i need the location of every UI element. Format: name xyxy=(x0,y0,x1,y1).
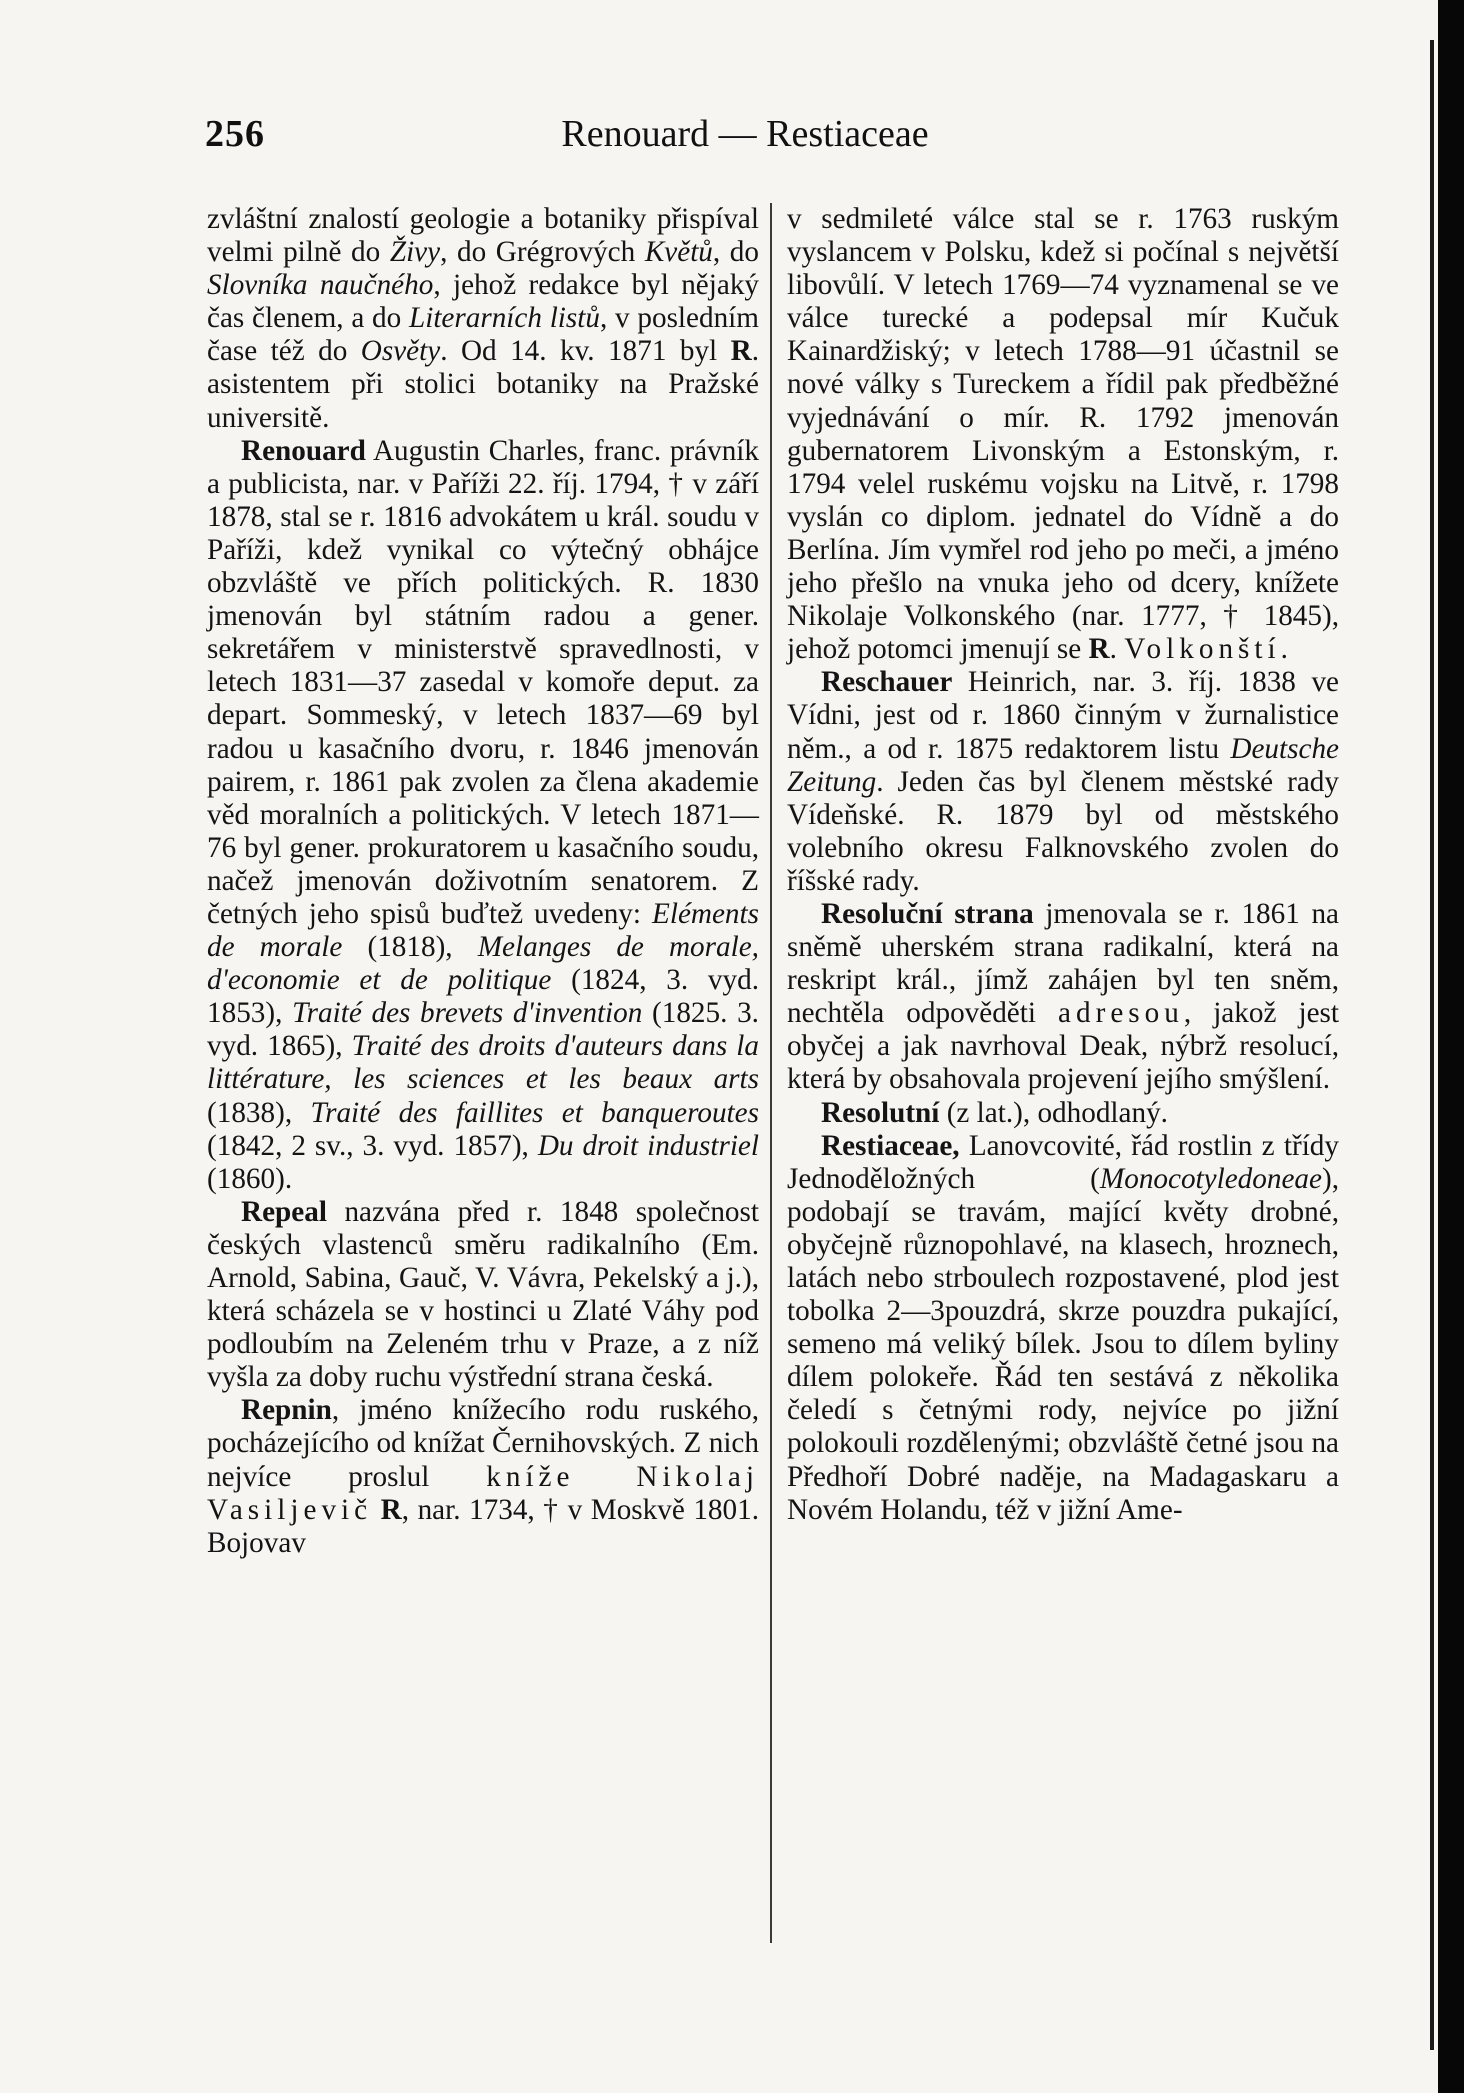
running-head: Renouard — Restiaceae xyxy=(561,113,929,155)
left-column xyxy=(207,203,759,1560)
entry-restiaceae: Restiaceae, Lanovcovité, řád rostlin z třídy Jednoděložných (Monocotyledoneae), podobají se travám, mající květy drobné, obyčejně různopohlavé, na klasech, hroznech, latách nebo strboulech rozpostavené, plod jest tobolka 2—3pouzdrá, skrze pouzdra pukající, semeno má veliký bílek. Jsou to dílem byliny dílem polokeře. Řád ten sestává z několika čeledí s četnými rody, nejvíce po jižní polokouli rozdělenými; obzvláště četné jsou na Předhoří Dobré naděje, na Madagaskaru a Novém Holandu, též v jižní Ame- xyxy=(787,1129,1339,1526)
headword: Renouard xyxy=(241,434,366,467)
headword: Repeal xyxy=(241,1195,327,1228)
headword: Resolutní xyxy=(821,1096,940,1129)
scan-border xyxy=(1438,0,1464,2093)
entry-continuation: zvláštní znalostí geologie a botaniky přispíval velmi pilně do Živy, do Grégrových Květů, do Slovníka naučného, jehož redakce byl nějaký čas členem, a do Literarních listů, v posledním čase též do Osvěty. Od 14. kv. 1871 byl R. asistentem při stolici botaniky na Pražské universitě. xyxy=(207,203,760,434)
right-column xyxy=(787,203,1339,1527)
headword: Repnin xyxy=(241,1394,332,1427)
page-edge-shadow xyxy=(1430,40,1434,2050)
entry-resolutni: Resolutní (z lat.), odhodlaný. xyxy=(821,1096,1168,1129)
headword: Reschauer xyxy=(821,666,953,699)
entry-resolucni-strana: Resoluční strana jmenovala se r. 1861 na sněmě uherském strana radikalní, která na reskript král., jímž zahájen byl ten sněm, nechtěla odpověděti adresou, jakož jest obyčej a jak navrhoval Deak, nýbrž resolucí, která by obsahovala projevení jejího smýšlení. xyxy=(787,897,1339,1096)
page-number: 256 xyxy=(205,113,265,155)
entry-repeal: Repeal nazvána před r. 1848 společnost českých vlastenců směru radikalního (Em. Arnold, Sabina, Gauč, V. Vávra, Pekelský a j.), která scházela se v hostinci u Zlaté Váhy pod podloubím na Zeleném trhu v Praze, a z níž vyšla za doby ruchu výstřední strana česká. xyxy=(207,1195,759,1394)
page-header xyxy=(205,112,1285,172)
entry-continuation: v sedmileté válce stal se r. 1763 ruským vyslancem v Polsku, kdež si počínal s největší libovůlí. V letech 1769—74 vyznamenal se ve válce turecké a podepsal mír Kučuk Kainardžiský; v letech 1788—91 účastnil se nové války s Tureckem a řídil pak předběžné vyjednávání o mír. R. 1792 jmenován gubernatorem Livonským a Estonským, r. 1794 velel ruskému vojsku na Litvě, r. 1798 vyslán co diplom. jednatel do Vídně a do Berlína. Jím vymřel rod jeho po meči, a jméno jeho přešlo na vnuka jeho od dcery, knížete Nikolaje Volkonského (nar. 1777, † 1845), jehož potomci jmenují se R. Volkonští. xyxy=(787,203,1339,666)
column-divider xyxy=(770,203,772,1943)
entry-repnin: Repnin, jméno knížecího rodu ruského, pocházejícího od knížat Černihovských. Z nich nejvíce proslul kníže Nikolaj Vasiljevič R, nar. 1734, † v Moskvě 1801. Bojovav xyxy=(207,1394,759,1559)
headword: Resoluční strana xyxy=(821,897,1034,930)
entry-renouard: Renouard Augustin Charles, franc. právník a publicista, nar. v Paříži 22. říj. 1794, † v září 1878, stal se r. 1816 advokátem u král. soudu v Paříži, kdež vynikal co výtečný obhájce obzvláště ve přích politických. R. 1830 jmenován byl státním radou a gener. sekretářem v ministerstvě spravedlnosti, v letech 1831—37 zasedal v komoře deput. za depart. Sommeský, v letech 1837—69 byl radou u kasačního dvoru, r. 1846 jmenován pairem, r. 1861 pak zvolen za člena akademie věd moralních a politických. V letech 1871—76 byl gener. prokuratorem u kasačního soudu, načež jmenován doživotním senatorem. Z četných jeho spisů buďtež uvedeny: Eléments de morale (1818), Melanges de morale, d'economie et de politique (1824, 3. vyd. 1853), Traité des brevets d'invention (1825. 3. vyd. 1865), Traité des droits d'auteurs dans la littérature, les sciences et les beaux arts (1838), Traité des faillites et banqueroutes (1842, 2 sv., 3. vyd. 1857), Du droit industriel (1860). xyxy=(207,434,759,1195)
entry-reschauer: Reschauer Heinrich, nar. 3. říj. 1838 ve Vídni, jest od r. 1860 činným v žurnalistice něm., a od r. 1875 redaktorem listu Deutsche Zeitung. Jeden čas byl členem městské rady Vídeňské. R. 1879 byl od městského volebního okresu Falknovského zvolen do říšské rady. xyxy=(787,666,1339,897)
headword: Restiaceae, Lanovcovité xyxy=(821,1129,1115,1162)
